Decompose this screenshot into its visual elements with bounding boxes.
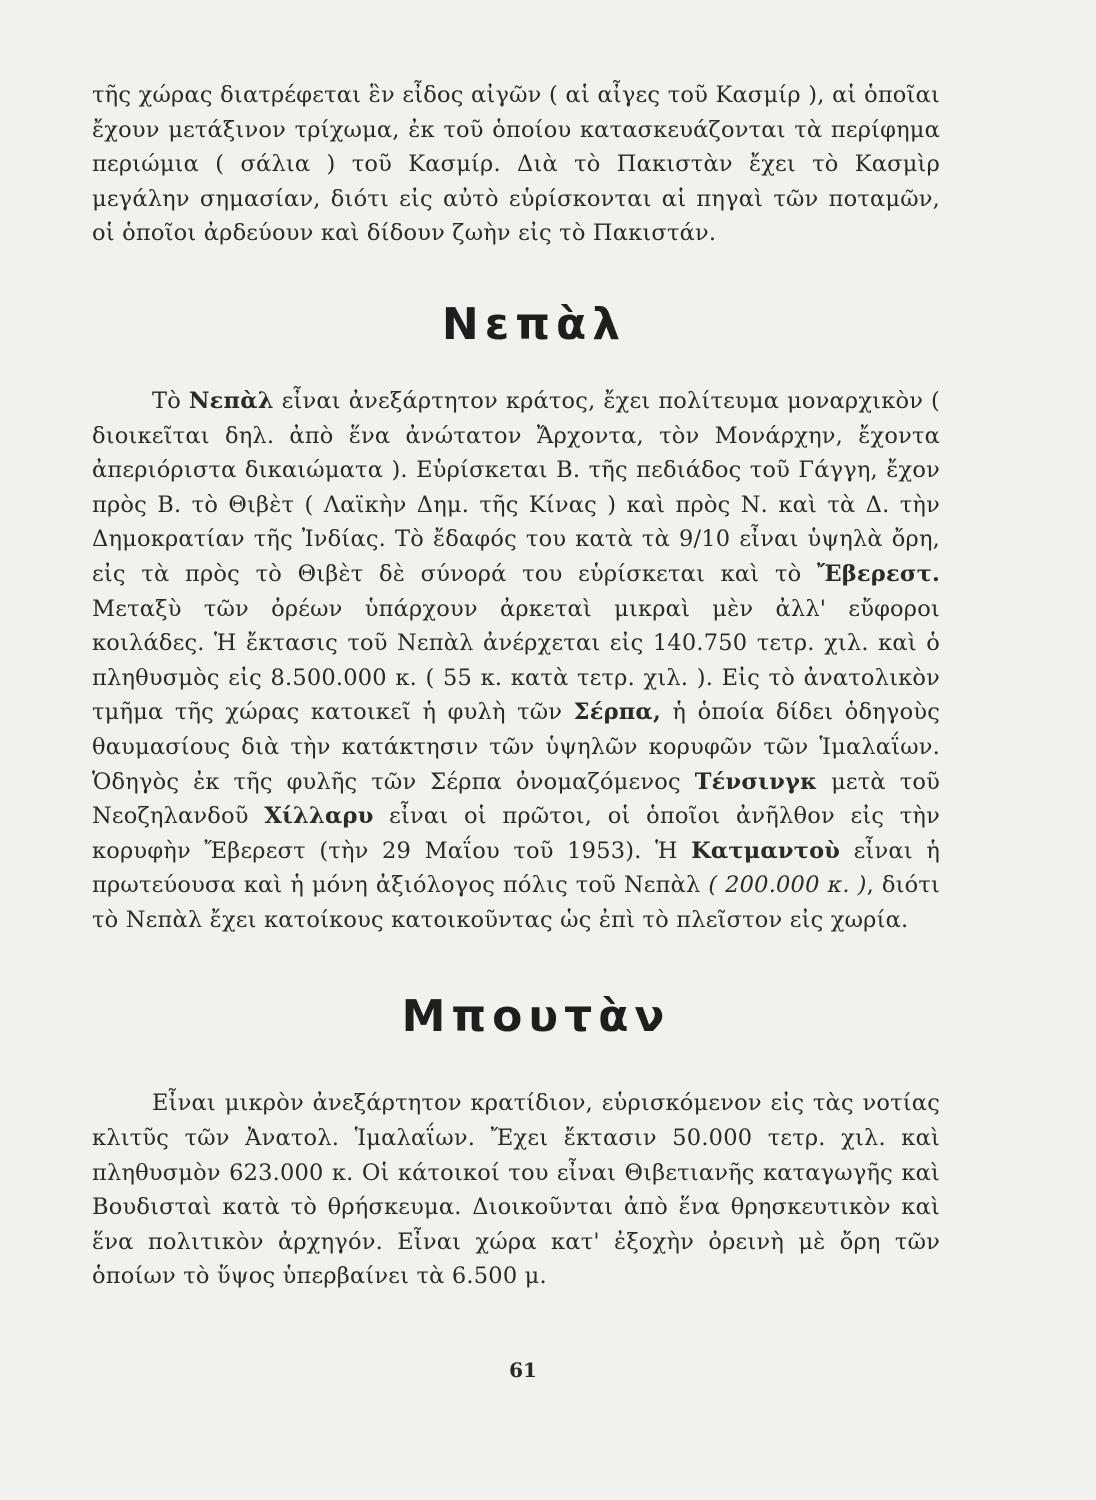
- heading-bhutan: Μπουτὰν: [401, 991, 671, 1043]
- bold-term-serpa: Σέρπα,: [573, 699, 661, 726]
- paragraph-bhutan: Εἶναι μικρὸν ἀνεξάρτητον κρατίδιον, εὑρισκόμενον εἰς τὰς νοτίας κλιτῦς τῶν Ἀνατολ. Ἱμαλαΐων. Ἔχει ἔκτασιν 50.000 τετρ. χιλ. καὶ πληθυσμὸν 623.000 κ. Οἱ κάτοικοί του εἶναι Θιβετιανῆς καταγωγῆς καὶ Βουδισταὶ κατὰ τὸ θρήσκευμα. Διοικοῦνται ἀπὸ ἕνα θρησκευτικὸν καὶ ἕνα πολιτικὸν ἀρχηγόν. Εἶναι χώρα κατ' ἐξοχὴν ὀρεινὴ μὲ ὄρη τῶν ὁποίων τὸ ὕψος ὑπερβαίνει τὰ 6.500 μ.: [92, 1090, 940, 1290]
- bold-term-everest: Ἔβερεστ.: [816, 560, 940, 587]
- text-segment: Μεταξὺ τῶν ὀρέων ὑπάρχουν ἀρκεταὶ μικραὶ μὲν ἀλλ' εὔφοροι κοιλάδες. Ἡ ἔκτασις τοῦ Νεπὰλ ἀνέρχεται εἰς 140.750 τετρ. χιλ. καὶ ὁ πληθυσμὸς εἰς 8.500.000 κ. ( 55 κ. κατὰ τετρ. χιλ. ). Εἰς τὸ ἀνατολικὸν τμῆμα τῆς χώρας κατοικεῖ ἡ φυλὴ τῶν: [92, 595, 940, 726]
- page-number: 61: [509, 1358, 537, 1382]
- page-content: [92, 78, 940, 1294]
- text-segment: μετὰ τοῦ Νεοζηλανδοῦ: [92, 768, 940, 830]
- italic-population: ( 200.000 κ. ): [708, 872, 867, 899]
- text-segment: ἡ ὁποία δίδει ὁδηγοὺς θαυμασίους διὰ τὴν κατάκτησιν τῶν ὑψηλῶν κορυφῶν τῶν Ἱμαλαΐων. Ὁδηγὸς ἐκ τῆς φυλῆς τῶν Σέρπα ὀνομαζόμενος: [92, 699, 941, 795]
- text-segment: Τὸ: [152, 387, 189, 414]
- bold-term-kathmandu: Κατμαντοὺ: [691, 837, 841, 864]
- bold-term-tensing: Τένσινγκ: [694, 768, 818, 795]
- text-segment: εἶναι ἀνεξάρτητον κράτος, ἔχει πολίτευμα μοναρχικὸν ( διοικεῖται δηλ. ἀπὸ ἕνα ἀνώτατον Ἄρχοντα, τὸν Μονάρχην, ἔχοντα ἀπεριόριστα δικαιώματα ). Εὑρίσκεται Β. τῆς πεδιάδος τοῦ Γάγγη, ἔχον πρὸς Β. τὸ Θιβὲτ ( Λαϊκὴν Δημ. τῆς Κίνας ) καὶ πρὸς Ν. καὶ τὰ Δ. τὴν Δημοκρατίαν τῆς Ἰνδίας. Τὸ ἔδαφός του κατὰ τὰ 9/10 εἶναι ὑψηλὰ ὄρη, εἰς τὰ πρὸς τὸ Θιβὲτ δὲ σύνορά του εὑρίσκεται καὶ τὸ: [92, 387, 940, 587]
- text-segment: εἶναι ἡ πρωτεύουσα καὶ ἡ μόνη ἀξιόλογος πόλις τοῦ Νεπὰλ: [92, 837, 941, 899]
- bold-term-nepal: Νεπὰλ: [188, 387, 274, 414]
- paragraph-nepal: [92, 384, 940, 938]
- paragraph-kashmir: τῆς χώρας διατρέφεται ἓν εἶδος αἰγῶν ( αἱ αἶγες τοῦ Κασμίρ ), αἱ ὁποῖαι ἔχουν μετάξινον τρίχωμα, ἐκ τοῦ ὁποίου κατασκευάζονται τὰ περίφημα περιώμια ( σάλια ) τοῦ Κασμίρ. Διὰ τὸ Πακιστὰν ἔχει τὸ Κασμὶρ μεγάλην σημασίαν, διότι εἰς αὐτὸ εὑρίσκονται αἱ πηγαὶ τῶν ποταμῶν, οἱ ὁποῖοι ἀρδεύουν καὶ δίδουν ζωὴν εἰς τὸ Πακιστάν.: [92, 82, 940, 247]
- text-segment: εἶναι οἱ πρῶτοι, οἱ ὁποῖοι ἀνῆλθον εἰς τὴν κορυφὴν Ἔβερεστ (τὴν 29 Μαΐου τοῦ 1953). Ἡ: [92, 803, 940, 864]
- heading-nepal: Νεπὰλ: [441, 298, 627, 350]
- bold-term-hillary: Χίλλαρυ: [264, 803, 374, 830]
- text-segment: , διότι τὸ Νεπὰλ ἔχει κατοίκους κατοικοῦντας ὡς ἐπὶ τὸ πλεῖστον εἰς χωρία.: [92, 872, 941, 933]
